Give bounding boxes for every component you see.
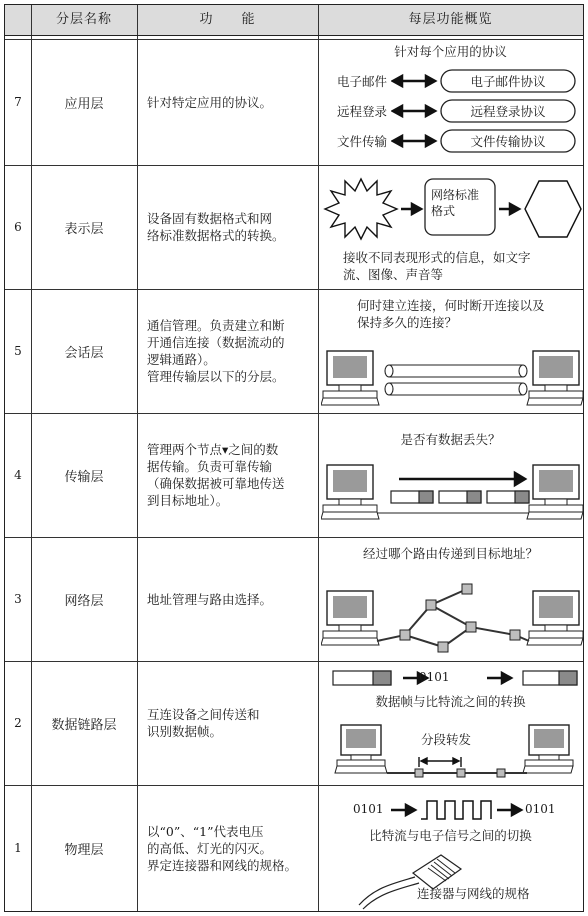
layer-name: 应用层 bbox=[64, 96, 104, 112]
session-diagram bbox=[321, 347, 583, 409]
header-layer-name: 分层名称 bbox=[55, 12, 112, 27]
standard-format-box: 网络标准 格式 bbox=[431, 188, 480, 218]
layer-number: 4 bbox=[14, 468, 22, 482]
header-overview: 每层功能概览 bbox=[408, 12, 493, 27]
layer-name: 数据链路层 bbox=[51, 717, 117, 733]
router-nodes bbox=[400, 584, 520, 652]
layer-number: 6 bbox=[14, 220, 22, 234]
segment-marker bbox=[419, 757, 461, 767]
computer-icon bbox=[527, 591, 583, 645]
protocol-label: 电子邮件协议 bbox=[470, 74, 546, 89]
app-label: 电子邮件 bbox=[337, 74, 388, 89]
layer-name: 会话层 bbox=[64, 345, 104, 361]
computer-icon bbox=[335, 725, 387, 773]
layer-function: 设备固有数据格式和网 络标准数据格式的转换。 bbox=[147, 211, 285, 243]
connection-pipe bbox=[385, 365, 527, 395]
direction-arrow bbox=[399, 473, 525, 485]
osi-layers-table bbox=[4, 4, 584, 912]
row-divider bbox=[5, 35, 583, 36]
layer-function: 地址管理与路由选择。 bbox=[147, 591, 273, 607]
computer-icon bbox=[321, 591, 379, 645]
overview-caption: 接收不同表现形式的信息，如文字 流、图像、声音等 bbox=[343, 250, 531, 282]
square-wave bbox=[421, 801, 491, 819]
datalink-diagram bbox=[321, 665, 583, 783]
layer-name: 物理层 bbox=[64, 842, 104, 858]
layer-number: 1 bbox=[14, 841, 22, 855]
computer-icon bbox=[527, 351, 583, 405]
layer-number: 2 bbox=[14, 716, 22, 730]
layer-function: 通信管理。负责建立和断 开通信连接（数据流动的 逻辑通路）。 管理传输层以下的分层。 bbox=[147, 318, 285, 384]
protocol-label: 文件传输协议 bbox=[470, 134, 546, 149]
data-frame bbox=[333, 671, 577, 685]
layer-name: 表示层 bbox=[64, 221, 104, 237]
layer-number: 3 bbox=[14, 592, 22, 606]
column-divider bbox=[318, 5, 319, 911]
layer-number: 7 bbox=[14, 95, 22, 109]
transport-diagram bbox=[321, 459, 583, 531]
layer-name: 网络层 bbox=[64, 593, 104, 609]
computer-icon bbox=[523, 725, 573, 773]
segment-forward-label: 分段转发 bbox=[421, 732, 472, 747]
data-packets bbox=[391, 491, 529, 503]
bitstream-label: 0101 bbox=[419, 670, 450, 684]
signal-diagram bbox=[385, 795, 529, 825]
overview-caption: 是否有数据丢失？ bbox=[400, 432, 501, 447]
layer-number: 5 bbox=[14, 344, 22, 358]
overview-caption: 比特流与电子信号之间的切换 bbox=[369, 828, 532, 843]
bitstream-label: 0101 bbox=[525, 802, 556, 816]
protocol-label: 远程登录协议 bbox=[470, 104, 546, 119]
app-label: 文件传输 bbox=[337, 134, 388, 149]
app-label: 远程登录 bbox=[337, 104, 388, 119]
header-bg-num bbox=[5, 5, 31, 35]
bitstream-label: 0101 bbox=[353, 802, 384, 816]
layer-function: 管理两个节点▾之间的数 据传输。负责可靠传输 （确保数据被可靠地传送 到目标地址）。 bbox=[147, 442, 285, 508]
routing-diagram bbox=[321, 571, 583, 657]
layer-function: 互连设备之间传送和 识别数据帧。 bbox=[147, 707, 260, 739]
computer-icon bbox=[527, 465, 583, 519]
computer-icon bbox=[321, 465, 379, 519]
header-function: 功 能 bbox=[199, 12, 256, 27]
computer-icon bbox=[321, 351, 379, 405]
overview-caption: 数据帧与比特流之间的转换 bbox=[375, 694, 526, 709]
layer-function: 针对特定应用的协议。 bbox=[147, 94, 273, 110]
overview-caption: 经过哪个路由传递到目标地址？ bbox=[362, 546, 538, 561]
hexagon-shape bbox=[525, 181, 581, 237]
layer-name: 传输层 bbox=[64, 469, 104, 485]
starburst-shape bbox=[325, 179, 397, 239]
overview-caption: 何时建立连接，何时断开连接以及 保持多久的连接？ bbox=[357, 298, 545, 330]
connector-caption: 连接器与网线的规格 bbox=[417, 886, 530, 901]
layer-function: 以“0”、“1”代表电压 的高低、灯光的闪灭。 界定连接器和网线的规格。 bbox=[147, 823, 298, 873]
overview-caption: 针对每个应用的协议 bbox=[394, 44, 507, 59]
